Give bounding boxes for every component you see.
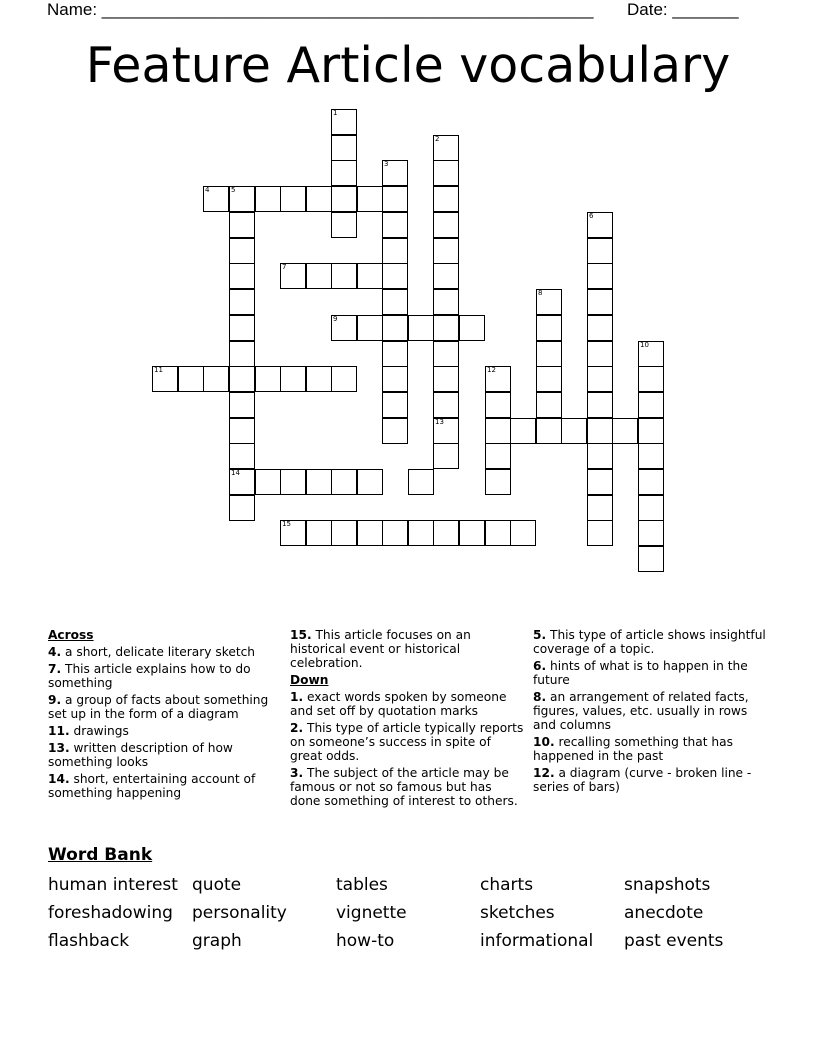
crossword-cell	[587, 238, 613, 264]
crossword-cell	[280, 186, 306, 212]
crossword-cell	[229, 341, 255, 367]
word-bank-item: snapshots	[624, 875, 711, 895]
crossword-cell	[433, 263, 459, 289]
crossword-cell	[587, 520, 613, 546]
crossword-cell	[306, 469, 332, 495]
crossword-cell	[229, 238, 255, 264]
crossword-cell	[587, 263, 613, 289]
clue-across-4: 4. a short, delicate literary sketch	[48, 645, 256, 659]
crossword-cell	[433, 238, 459, 264]
word-bank-item: flashback	[48, 931, 130, 951]
crossword-cell	[255, 469, 281, 495]
crossword-cell	[536, 392, 562, 418]
clue-down-1: 1. exact words spoken by someone and set off by quotation marks	[290, 690, 507, 718]
crossword-cell	[638, 495, 664, 521]
crossword-cell	[306, 186, 332, 212]
crossword-cell	[433, 443, 459, 469]
word-bank-item: anecdote	[624, 903, 704, 923]
cell-number: 12	[487, 366, 496, 374]
crossword-cell	[306, 520, 332, 546]
cell-number: 4	[205, 186, 210, 194]
word-bank-item: graph	[192, 931, 242, 951]
name-field: Name: ____________________________________________________	[47, 0, 594, 19]
crossword-cell	[331, 520, 357, 546]
crossword-cell	[306, 366, 332, 392]
crossword-cell	[280, 469, 306, 495]
clue-down-2: 2. This type of article typically reports on someone’s success in spite of great odds.	[290, 721, 524, 763]
crossword-cell	[357, 263, 383, 289]
crossword-cell	[382, 341, 408, 367]
crossword-cell	[280, 366, 306, 392]
crossword-cell	[433, 392, 459, 418]
cell-number: 15	[282, 520, 291, 528]
crossword-cell	[229, 289, 255, 315]
crossword-cell	[433, 315, 459, 341]
crossword-cell	[612, 418, 638, 444]
crossword-cell	[382, 212, 408, 238]
crossword-cell	[382, 263, 408, 289]
crossword-cell	[638, 392, 664, 418]
crossword-cell	[433, 212, 459, 238]
clue-down-12: 12. a diagram (curve - broken line - series of bars)	[533, 766, 752, 794]
page-title: Feature Article vocabulary	[85, 37, 731, 94]
crossword-cell	[357, 186, 383, 212]
cell-number: 11	[154, 366, 163, 374]
crossword-cell	[433, 520, 459, 546]
crossword-cell	[536, 418, 562, 444]
crossword-cell	[331, 135, 357, 161]
word-bank-title: Word Bank	[48, 845, 153, 865]
crossword-cell	[536, 315, 562, 341]
crossword-cell	[433, 366, 459, 392]
crossword-cell	[587, 392, 613, 418]
crossword-cell	[587, 469, 613, 495]
clues-column-1	[48, 628, 273, 803]
clue-across-9: 9. a group of facts about something set up in the form of a diagram	[48, 693, 269, 721]
crossword-cell	[485, 418, 511, 444]
cell-number: 3	[384, 160, 389, 168]
crossword-cell	[357, 469, 383, 495]
clue-across-11: 11. drawings	[48, 724, 129, 738]
cell-number: 2	[435, 135, 440, 143]
crossword-cell	[331, 469, 357, 495]
crossword-cell	[229, 392, 255, 418]
crossword-cell	[229, 418, 255, 444]
across-heading: Across	[48, 628, 94, 642]
crossword-cell	[433, 160, 459, 186]
crossword-cell	[331, 263, 357, 289]
crossword-cell	[485, 392, 511, 418]
crossword-cell	[382, 238, 408, 264]
clue-down-5: 5. This type of article shows insightful coverage of a topic.	[533, 628, 766, 656]
word-bank-item: human interest	[48, 875, 178, 895]
cell-number: 5	[231, 186, 236, 194]
cell-number: 1	[333, 109, 338, 117]
crossword-cell	[536, 366, 562, 392]
crossword-cell	[306, 263, 332, 289]
crossword-cell	[510, 418, 536, 444]
crossword-cell	[510, 520, 536, 546]
down-heading: Down	[290, 673, 329, 687]
crossword-cell	[433, 289, 459, 315]
crossword-cell	[587, 366, 613, 392]
crossword-cell	[331, 160, 357, 186]
clue-across-13: 13. written description of how something looks	[48, 741, 233, 769]
crossword-cell	[408, 520, 434, 546]
crossword-cell	[229, 366, 255, 392]
clue-down-3: 3. The subject of the article may be famous or not so famous but has done something of interest to others.	[290, 766, 518, 808]
word-bank-item: tables	[336, 875, 388, 895]
cell-number: 10	[640, 341, 649, 349]
crossword-cell	[229, 263, 255, 289]
crossword-cell	[229, 495, 255, 521]
clue-down-10: 10. recalling something that has happened in the past	[533, 735, 733, 763]
crossword-cell	[587, 315, 613, 341]
cell-number: 8	[538, 289, 543, 297]
crossword-cell	[485, 520, 511, 546]
crossword-cell	[331, 186, 357, 212]
clues-column-2	[290, 628, 525, 811]
crossword-cell	[255, 366, 281, 392]
crossword-cell	[587, 341, 613, 367]
crossword-cell	[382, 366, 408, 392]
date-field: Date: _______	[627, 0, 739, 19]
crossword-cell	[587, 495, 613, 521]
word-bank-item: how-to	[336, 931, 395, 951]
crossword-cell	[587, 418, 613, 444]
crossword-cell	[459, 315, 485, 341]
crossword-cell	[255, 186, 281, 212]
crossword-cell	[459, 520, 485, 546]
crossword-cell	[178, 366, 204, 392]
cell-number: 14	[231, 469, 240, 477]
crossword-cell	[382, 289, 408, 315]
clue-down-8: 8. an arrangement of related facts, figures, values, etc. usually in rows and columns	[533, 690, 749, 732]
crossword-cell	[485, 443, 511, 469]
crossword-cell	[229, 315, 255, 341]
word-bank-item: foreshadowing	[48, 903, 173, 923]
word-bank-item: informational	[480, 931, 594, 951]
cell-number: 6	[589, 212, 594, 220]
word-bank-item: sketches	[480, 903, 555, 923]
crossword-cell	[229, 212, 255, 238]
word-bank-item: charts	[480, 875, 534, 895]
crossword-cell	[638, 469, 664, 495]
crossword-cell	[382, 392, 408, 418]
cell-number: 13	[435, 418, 444, 426]
crossword-cell	[433, 186, 459, 212]
crossword-cell	[638, 418, 664, 444]
clue-down-6: 6. hints of what is to happen in the future	[533, 659, 748, 687]
crossword-cell	[408, 315, 434, 341]
clue-across-15: 15. This article focuses on an historical event or historical celebration.	[290, 628, 471, 670]
crossword-cell	[638, 443, 664, 469]
word-bank-item: vignette	[336, 903, 407, 923]
crossword-cell	[382, 186, 408, 212]
crossword-cell	[408, 469, 434, 495]
crossword-cell	[229, 443, 255, 469]
crossword-cell	[587, 443, 613, 469]
crossword-cell	[638, 366, 664, 392]
clue-across-7: 7. This article explains how to do something	[48, 662, 251, 690]
crossword-cell	[203, 366, 229, 392]
cell-number: 7	[282, 263, 287, 271]
crossword-cell	[433, 341, 459, 367]
crossword-cell	[485, 469, 511, 495]
clue-across-14: 14. short, entertaining account of something happening	[48, 772, 256, 800]
crossword-cell	[382, 315, 408, 341]
crossword-cell	[638, 520, 664, 546]
cell-number: 9	[333, 315, 338, 323]
crossword-cell	[587, 289, 613, 315]
crossword-cell	[331, 212, 357, 238]
word-bank-item: past events	[624, 931, 724, 951]
crossword-cell	[357, 520, 383, 546]
crossword-cell	[561, 418, 587, 444]
crossword-cell	[382, 520, 408, 546]
word-bank-item: personality	[192, 903, 287, 923]
word-bank-item: quote	[192, 875, 242, 895]
crossword-cell	[357, 315, 383, 341]
crossword-cell	[331, 366, 357, 392]
crossword-cell	[638, 546, 664, 572]
clues-column-3	[533, 628, 768, 797]
crossword-cell	[382, 418, 408, 444]
crossword-cell	[536, 341, 562, 367]
